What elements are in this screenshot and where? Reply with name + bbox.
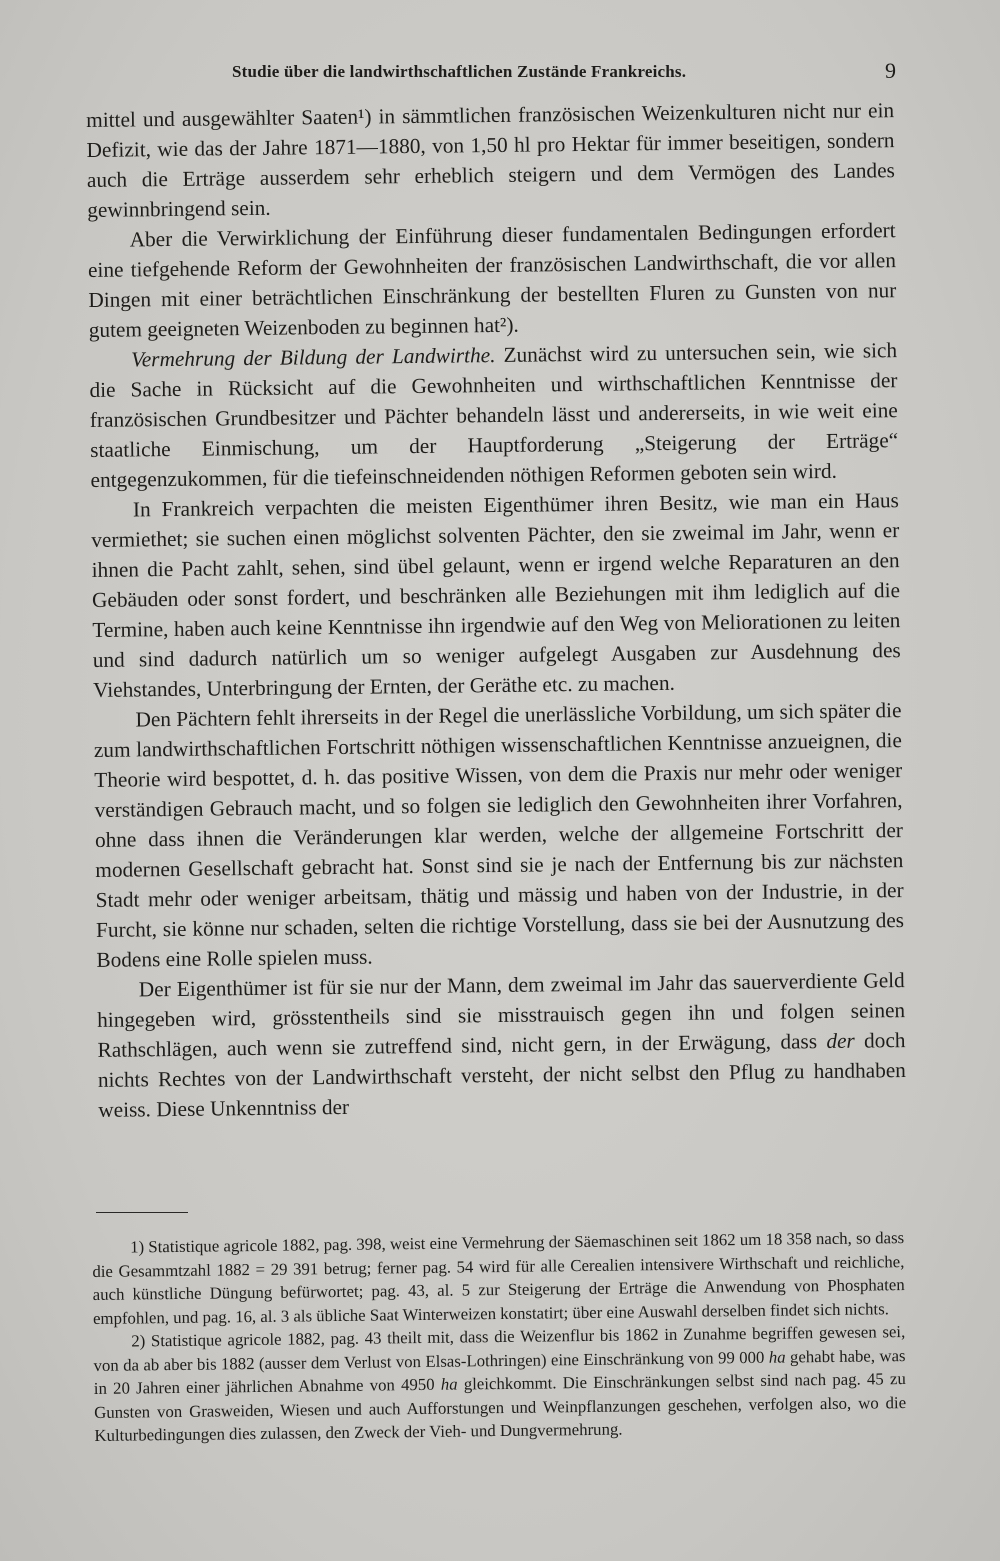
footnote-text: gleichkommt. Die Einschränkungen selbst sind nach pag. 45 zu Gunsten von Grasweiden, Wiesen und auch Aufforstungen und Weinpflanzungen geschehen, verfolgen also, wo die Kulturbedingungen dies zulassen, den Zweck der Vieh- und Dungvermehrung. (94, 1369, 907, 1445)
section-heading: Vermehrung der Bildung der Landwirthe. (130, 343, 496, 372)
emphasis: der (826, 1028, 855, 1054)
running-title: Studie über die landwirthschaftlichen Zustände Frankreichs. (232, 62, 687, 81)
paragraph: mittel und ausgewählter Saaten¹) in sämmtlichen französischen Weizenkulturen nicht nur ein Defizit, wie das der Jahre 1871—1880, von 1,50 hl pro Hektar für immer beseitigen, sondern auch die Erträge ausserdem sehr erheblich steigern und dem Vermögen des Landes gewinnbringend sein. (86, 98, 896, 222)
paragraph (89, 335, 899, 495)
paragraph: Den Pächtern fehlt ihrerseits in der Regel die unerlässliche Vorbildung, um sich später die zum landwirthschaftlichen Fortschritt nöthigen wissenschaftlichen Kenntnisse anzueignen, die Theorie wird bespottet, d. h. das positive Wissen, von dem die Praxis nur mehr oder weniger verständigen Gebrauch macht, und so folgen sie lediglich den Gewohnheiten ihrer Vorfahren, ohne dass ihnen die Veränderungen klar werden, welche der allgemeine Fortschritt der modernen Gesellschaft gebracht hat. Sonst sind sie je nach der Entfernung bis zur nächsten Stadt mehr oder weniger arbeitsam, thätig und mässig und haben von der Industrie, in der Furcht, sie könne nur schaden, selten die richtige Vorstellung, dass sie bei der Ausnutzung des Bodens eine Rolle spielen muss. (93, 698, 905, 972)
paragraph-text: Zunächst wird zu untersuchen sein, wie sich die Sache in Rücksicht auf die Gewohnheiten und wirthschaftlichen Kenntnisse der französischen Grundbesitzer und Pächter behandeln lässt und andererseits, in wie weit eine staatliche Einmischung, um der Hauptforderung „Steigerung der Erträge“ entgegenzukommen, für die tiefeinschneidenden nöthigen Reformen geboten sein wird. (89, 338, 899, 492)
page-number: 9 (885, 58, 896, 83)
footnote-1: 1) Statistique agricole 1882, pag. 398, weist eine Vermehrung der Säemaschinen seit 1862 um 18 358 nach, so dass die Gesammtzahl 1882 = 29 391 betrug; ferner pag. 54 wird für alle Cerealien intensivere Wirthschaft und reichliche, auch künstliche Düngung befürwortet; pag. 43, al. 5 zur Steigerung der Erträge die Anwendung von Phosphaten empfohlen, und pag. 16, al. 3 als übliche Saat Winterweizen konstatirt; über eine Auswahl derselben findet sich nichts. (92, 1228, 905, 1328)
main-text (86, 95, 906, 1125)
emphasis: ha (768, 1347, 786, 1367)
footnotes (92, 1226, 907, 1447)
footnote-rule (96, 1212, 188, 1213)
footnote-2 (93, 1320, 906, 1447)
footnote-text: 2) Statistique agricole 1882, pag. 43 theilt mit, dass die Weizenflur bis 1862 in Zunahme begriffen gewesen sei, von da ab aber bis 1882 (ausser dem Verlust von Elsas-Lothringen) eine Einschränkung von 99 000 (93, 1322, 906, 1375)
paragraph (97, 965, 907, 1125)
emphasis: ha (440, 1374, 458, 1394)
paragraph-text: doch nichts Rechtes von der Landwirthschaft versteht, der nicht selbst den Pflug zu handhaben weiss. Diese Unkenntniss der (97, 1028, 906, 1122)
page-header (86, 58, 896, 88)
footnote-text: gehabt habe, was in 20 Jahren einer jährlichen Abnahme von 4950 (93, 1345, 906, 1398)
paragraph: Aber die Verwirklichung der Einführung dieser fundamentalen Bedingungen erfordert eine tiefgehende Reform der Gewohnheiten der französischen Landwirthschaft, die vor allen Dingen mit einer beträchtlichen Einschränkung der bestellten Fluren zu Gunsten von nur gutem geeigneten Weizenboden zu beginnen hat²). (87, 218, 897, 342)
paragraph: In Frankreich verpachten die meisten Eigenthümer ihren Besitz, wie man ein Haus vermiethet; sie suchen einen möglichst solventen Pächter, den sie zweimal im Jahr, wenn er ihnen die Pacht zahlt, sehen, sind übel gelaunt, wenn er irgend welche Reparaturen an den Gebäuden oder sonst fordert, und beschränken alle Beziehungen mit ihm lediglich auf die Termine, haben auch keine Kenntnisse ihn irgendwie auf den Weg von Meliorationen zu leiten und sind dadurch natürlich um so weniger aufgelegt Ausgaben zur Ausdehnung des Viehstandes, Unterbringung der Ernten, der Geräthe etc. zu machen. (91, 488, 901, 702)
paragraph-text: Der Eigenthümer ist für sie nur der Mann, dem zweimal im Jahr das sauerverdiente Geld hingegeben wird, grösstentheils sind sie misstrauisch gegen ihn und folgen seinen Rathschlägen, auch wenn sie zutreffend sind, nicht gern, in der Erwägung, dass (97, 968, 906, 1062)
